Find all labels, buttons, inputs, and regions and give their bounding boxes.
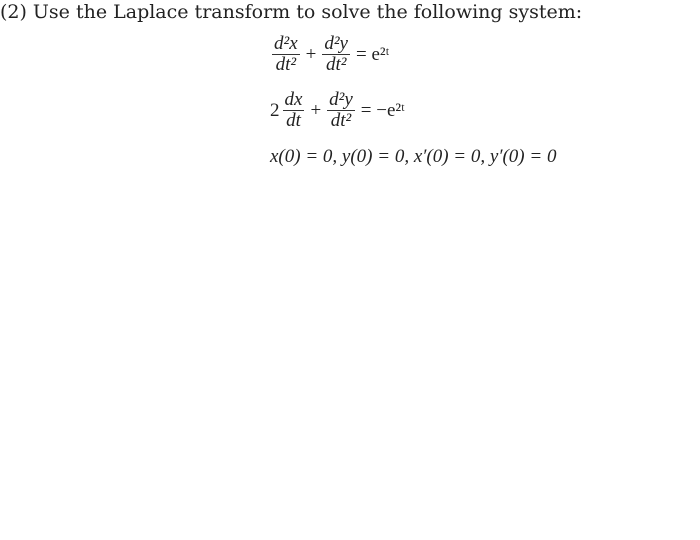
equation-2 [270,90,409,131]
eq1-frac1-denominator: dt² [275,54,297,75]
eq1-rhs: = e²ᵗ [356,43,390,65]
eq2-fraction-dx-dt [283,90,305,131]
eq2-rhs: = −e²ᵗ [360,99,405,121]
eq2-frac2-denominator: dt² [330,110,352,131]
eq2-fraction-d2y-dt2 [327,90,355,131]
eq2-coefficient: 2 [270,99,280,121]
eq1-frac1-numerator: d²x [274,33,298,54]
equation-1 [270,34,393,75]
problem-number: (2) [0,1,27,23]
eq1-fraction-d2x-dt2 [272,34,300,75]
plus-sign: + [305,43,317,65]
eq1-fraction-d2y-dt2 [322,34,350,75]
eq2-frac1-denominator: dt [286,110,301,131]
problem-statement [0,0,582,24]
eq1-frac2-numerator: d²y [324,33,348,54]
eq2-frac1-numerator: dx [284,89,303,110]
eq2-frac2-numerator: d²y [329,89,353,110]
eq1-frac2-denominator: dt² [325,54,347,75]
plus-sign: + [310,99,322,121]
problem-text: Use the Laplace transform to solve the following system: [32,1,583,23]
initial-conditions: x(0) = 0, y(0) = 0, x′(0) = 0, y′(0) = 0 [270,146,557,167]
